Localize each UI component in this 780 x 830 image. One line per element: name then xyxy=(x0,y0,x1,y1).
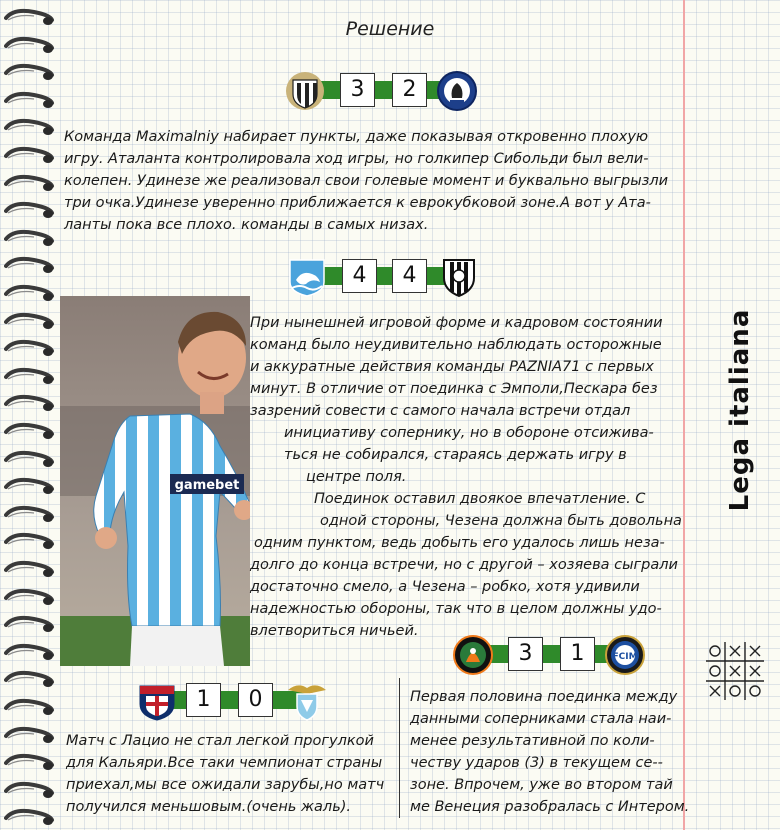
text-line: для Кальяри.Все таки чемпионат страны xyxy=(66,755,383,771)
text-line: получился меньшовым.(очень жаль). xyxy=(66,799,352,815)
pescara-crest-icon xyxy=(286,256,328,298)
inter-crest-icon xyxy=(604,634,646,676)
text-line: игру. Аталанта контролировала ход игры, но голкипер Сибольди был вели- xyxy=(64,151,649,167)
spiral-ring-icon xyxy=(4,641,56,665)
text-line: зоне. Впрочем, уже во втором тай xyxy=(410,777,673,793)
text-line: честву ударов (3) в текущем се-- xyxy=(410,755,663,771)
spiral-ring-icon xyxy=(4,199,56,223)
text-line: надежностью обороны, так что в целом должны удо- xyxy=(250,601,662,617)
spiral-ring-icon xyxy=(4,668,56,692)
footballer-photo xyxy=(60,296,250,666)
home-score: 3 xyxy=(508,637,543,671)
spiral-ring-icon xyxy=(4,89,56,113)
away-score: 1 xyxy=(560,637,595,671)
text-line: три очка.Удинезе уверенно приближается к еврокубковой зоне.А вот у Ата- xyxy=(64,195,651,211)
away-score: 0 xyxy=(238,683,273,717)
spiral-ring-icon xyxy=(4,144,56,168)
home-score: 3 xyxy=(340,73,375,107)
inter-crest-label: FCIM xyxy=(612,652,638,662)
text-line: ться не собирался, стараясь держать игру в xyxy=(284,447,627,463)
text-line: менее результативной по коли- xyxy=(410,733,655,749)
text-line: колепен. Удинезе же реализовал свои голевые момент и буквально выгрызли xyxy=(64,173,669,189)
text-line: При нынешней игровой форме и кадровом состоянии xyxy=(250,315,663,331)
spiral-ring-icon xyxy=(4,310,56,334)
spiral-ring-icon xyxy=(4,586,56,610)
text-line: инициативу сопернику, но в обороне отсижива- xyxy=(284,425,654,441)
text-line: Первая половина поединка между xyxy=(410,689,678,705)
text-line: Матч с Лацио не стал легкой прогулкой xyxy=(66,733,374,749)
spiral-ring-icon xyxy=(4,475,56,499)
page-title: Решение xyxy=(345,18,435,40)
scorebar-pescara-cesena xyxy=(286,256,482,296)
column-divider xyxy=(399,678,400,818)
cagliari-crest-icon xyxy=(136,680,178,722)
scorebar-cagliari-lazio xyxy=(136,680,332,720)
spiral-ring-icon xyxy=(4,696,56,720)
away-score: 4 xyxy=(392,259,427,293)
spiral-ring-icon xyxy=(4,227,56,251)
spiral-ring-icon xyxy=(4,254,56,278)
text-line: Поединок оставил двоякое впечатление. С xyxy=(314,491,646,507)
text-line: центре поля. xyxy=(306,469,407,485)
notebook-spiral-icon xyxy=(0,0,60,830)
venezia-crest-icon xyxy=(452,634,494,676)
text-line: и аккуратные действия команды PAZNIA71 с первых xyxy=(250,359,654,375)
home-score: 4 xyxy=(342,259,377,293)
spiral-ring-icon xyxy=(4,806,56,830)
text-line: Команда Maximalniy набирает пункты, даже показывая откровенно плохую xyxy=(64,129,649,145)
spiral-ring-icon xyxy=(4,420,56,444)
spiral-ring-icon xyxy=(4,448,56,472)
spiral-ring-icon xyxy=(4,751,56,775)
spiral-ring-icon xyxy=(4,392,56,416)
away-score: 2 xyxy=(392,73,427,107)
text-line: минут. В отличие от поединка с Эмполи,Пескара без xyxy=(250,381,658,397)
udinese-crest-icon xyxy=(284,70,326,112)
spiral-ring-icon xyxy=(4,530,56,554)
spiral-ring-icon xyxy=(4,337,56,361)
spiral-ring-icon xyxy=(4,282,56,306)
jersey-sponsor-label: gamebet xyxy=(174,478,240,493)
text-line: долго до конца встречи, но с другой – хозяева сыграли xyxy=(250,557,678,573)
match-text-cagliari-lazio xyxy=(66,730,384,818)
match-text-udinese-atalanta xyxy=(64,126,668,236)
match-text-pescara-cesena xyxy=(250,312,682,642)
scorebar-udinese-atalanta xyxy=(284,70,478,110)
spiral-ring-icon xyxy=(4,779,56,803)
text-line: влетвориться ничьей. xyxy=(250,623,419,639)
text-line: одной стороны, Чезена должна быть довольна xyxy=(320,513,682,529)
text-line: данными соперниками стала наи- xyxy=(410,711,672,727)
spiral-ring-icon xyxy=(4,558,56,582)
text-line: ме Венеция разобралась с Интером. xyxy=(410,799,690,815)
spiral-ring-icon xyxy=(4,172,56,196)
atalanta-crest-icon xyxy=(436,70,478,112)
spiral-ring-icon xyxy=(4,61,56,85)
score-bar-band xyxy=(306,81,456,99)
text-line: приехал,мы все ожидали зарубы,но матч xyxy=(66,777,385,793)
spiral-ring-icon xyxy=(4,365,56,389)
spiral-ring-icon xyxy=(4,724,56,748)
cesena-crest-icon xyxy=(438,256,480,298)
text-line: зазрений совести с самого начала встречи отдал xyxy=(250,403,631,419)
side-label: Lega italiana xyxy=(725,308,755,512)
lazio-crest-icon xyxy=(286,680,328,722)
scorebar-venezia-inter xyxy=(452,634,648,674)
text-line: одним пунктом, ведь добыть его удалось лишь неза- xyxy=(254,535,665,551)
home-score: 1 xyxy=(186,683,221,717)
spiral-ring-icon xyxy=(4,613,56,637)
match-text-venezia-inter xyxy=(410,686,689,818)
text-line: команд было неудивительно наблюдать осторожные xyxy=(250,337,662,353)
spiral-ring-icon xyxy=(4,116,56,140)
spiral-ring-icon xyxy=(4,503,56,527)
text-line: ланты пока все плохо. команды в самых низах. xyxy=(64,217,429,233)
text-line: достаточно смело, а Чезена – робко, хотя удивили xyxy=(250,579,640,595)
tic-tac-toe-doodle-icon xyxy=(704,640,766,702)
